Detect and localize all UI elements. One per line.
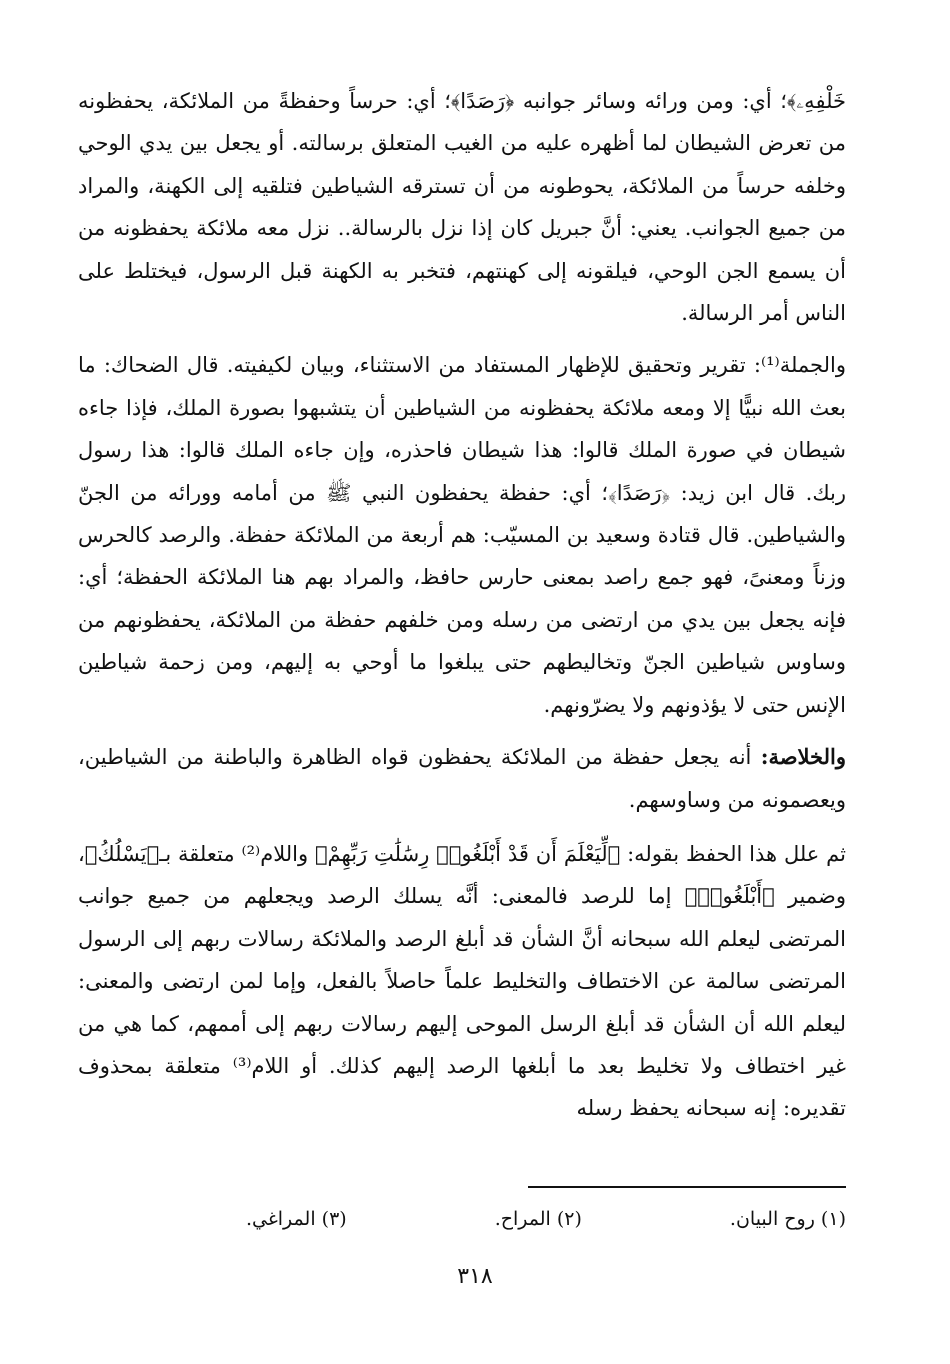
paragraph-4: ثم علل هذا الحفظ بقوله: ﴿لِّيَعْلَمَ أَن قَدْ أَبْلَغُوا۟ رِسَٰلَٰتِ رَبِّهِمْ﴾ واللام⁽²⁾ متعلقة بـ﴿يَسْلُكُ﴾، وضمير ﴿أَبْلَغُوا۟﴾ إما للرصد فالمعنى: أنَّه يسلك الرصد ويجعلهم من جميع جوانب المرتضى ليعلم الله سبحانه أنَّ الشأن قد أبلغ الرصد والملائكة رسالات ربهم إلى الرسول المرتضى سالمة عن الاختطاف والتخليط علماً حاصلاً بالفعل، وإما لمن ارتضى والمعنى: ليعلم الله أن الشأن قد أبلغ الرسل الموحى إليهم رسالات ربهم إلى أممهم، كما هي من غير اختطاف ولا تخليط بعد ما أبلغها الرصد إليهم كذلك. أو اللام⁽³⁾ متعلقة بمحذوف تقديره: إنه سبحانه يحفظ رسله (78, 841, 846, 1121)
main-text (78, 80, 846, 1130)
summary-text: أنه يجعل حفظة من الملائكة يحفظون قواه الظاهرة والباطنة من الشياطين، ويعصمونه من وساوسهم. (78, 745, 846, 812)
footnotes (78, 1204, 846, 1234)
page-number: ٣١٨ (457, 1264, 493, 1289)
summary-paragraph (78, 736, 846, 821)
footnote-1: (١) روح البيان. (729, 1208, 846, 1230)
footnote-separator (528, 1186, 846, 1188)
paragraph-2: والجملة⁽¹⁾: تقرير وتحقيق للإظهار المستفاد من الاستثناء، وبيان لكيفيته. قال الضحاك: ما بعث الله نبيًّا إلا ومعه ملائكة يحفظونه من الشياطين أن يتشبهوا بصورة الملك، فإذا جاءه شيطان في صورة الملك قالوا: هذا شيطان فاحذره، وإن جاءه الملك قالوا: هذا رسول ربك. قال ابن زيد: ﴿رَصَدًا﴾؛ أي: حفظة يحفظون النبي ﷺ من أمامه وورائه من الجنّ والشياطين. قال قتادة وسعيد بن المسيّب: هم أربعة من الملائكة حفظة. والرصد كالحرس وزناً ومعنىً، فهو جمع راصد بمعنى حارس حافظ، والمراد بهم هنا الملائكة الحفظة؛ أي: فإنه يجعل بين يدي من ارتضى من رسله ومن خلفهم حفظة من الملائكة، يحفظونهم من وساوس شياطين الجنّ وتخاليطهم حتى يبلغوا ما أوحي به إليهم، ومن زحمة شياطين الإنس حتى لا يؤذونهم ولا يضرّونهم. (78, 353, 846, 717)
footnote-3: (٣) المراغي. (245, 1208, 347, 1230)
paragraph-1: خَلْفِهِۦ﴾؛ أي: ومن ورائه وسائر جوانبه ﴿رَصَدًا﴾؛ أي: حرساً وحفظةً من الملائكة، يحفظونه من تعرض الشيطان لما أظهره عليه من الغيب المتعلق برسالته. أو يجعل بين يدي الوحي وخلفه حرساً من الملائكة، يحوطونه من أن تسترقه الشياطين فتلقيه إلى الكهنة، والمراد من جميع الجوانب. يعني: أنَّ جبريل كان إذا نزل بالرسالة.. نزل معه ملائكة يحفظونه من أن يسمع الجن الوحي، فيلقونه إلى كهنتهم، فتخبر به الكهنة قبل الرسول، فيختلط على الناس أمر الرسالة. (78, 89, 846, 326)
summary-label: والخلاصة: (760, 744, 846, 770)
footnote-2: (٢) المراح. (494, 1208, 582, 1230)
